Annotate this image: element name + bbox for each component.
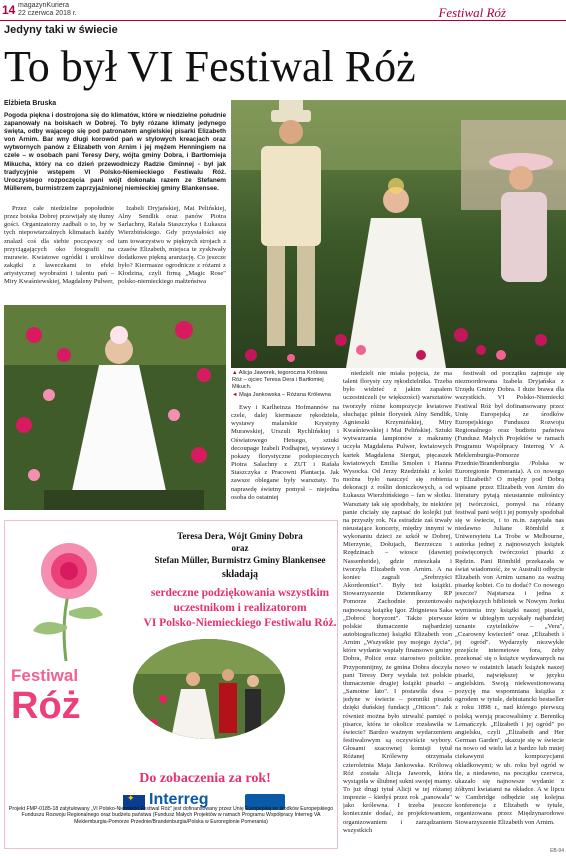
section-title: Festiwal Róż [438,5,506,20]
interreg-logo: Interreg [149,791,209,808]
rose-icon [11,531,121,671]
masthead [18,2,77,18]
eu-flag-icon: ✦ [123,795,145,810]
ad-footnote: Projekt FMP-0185-18 zatytułowany „VI Polsko-Niemiecki Festiwal Róż" jest dofinansowany przez Unię Europejską ze środków Europejskiego Funduszu Rozwoju Regionalnego oraz budżetu państwa (Fundusz Małych Projektów w ramach Programu Współpracy Interreg VA Meklemburgia-Pomorze Przednie/Brandenburgia/Polska w Euroregionie Pomerania) [8,806,334,825]
ad-sender-1: Teresa Dera, Wójt Gminy Dobra [177,531,303,541]
ad-thanks-1: serdeczne podziękowania wszystkim [150,587,330,599]
festival-photo-illustration [231,100,566,368]
magazine-name: magazynKuriera [18,2,69,9]
small-photo-caption: ◄ Maja Jankowska – Różana Królewna [232,392,331,398]
page-signature: EB-94 [550,848,564,854]
caption-triangle-icon: ▲ [232,370,239,376]
caption-triangle-icon: ◄ [232,392,240,398]
ad-sender-2: Stefan Müller, Burmistrz Gminy Blankensee [154,555,326,565]
ad-verb: składają [221,569,259,580]
logo-word-roz: Róż [11,685,81,727]
issue-date: 22 czerwca 2018 r. [18,10,77,17]
kicker: Jedyny taki w świecie [4,24,118,36]
headline: To był VI Festiwal Róż [4,42,416,91]
article-column-5: festiwali od początku zajmuje się niezmordowana Izabela Dryjańska z Urzędu Gminy Dobra. I duże brawa dla wszystkich. VI Polsko-Niemiecki Festiwal Róż był dofinansowany przez Unię Europejską ze środków Europejskiego Funduszu Rozwoju Regionalnego oraz budżetu państwa (Fundusz Małych Projektów w ramach Programu Współpracy Interreg V A Meklemburgia-Pomorze Przednie/Brandenburgia /Polska w Euroregionie Pomerania). A co nowego u Elizabeth? O między pod Dobrą wpisane przez Elizabeth von Arnim do literatury pytają nieustannie miłośnicy jej twórczości, pomysł na różany festiwal pani wójt i jej pomysły spodobał się w świecie, i to m.in. zapytała nas niedawno Juliane Römhild z Uniwersytetu La Trobe w Melbourne, autorka jednej z najnowszych książek poświęconych twórczości pisarki z Rędzin. Pani Römhild przekazała w świat wiadomość, że w Australii odbycie Elizabeth von Arnim uznano za ważną pisarkę kobiet. Co tu dodać? Co nowego jeszcze? Najstarsza i jedna z największych bibliotek w Nowym Jorku wymienia trzy książki naszej pisarki, które w ubiegłym uzyskały najbardziej uznanie czytelników – „Vera", „Czarowny kwiecień" oraz „Elizabeth i jej ogród". Wydarzyły niezwykłe przejście internetowe fora, żeby przekonać się o książce wydawanych na nowo w ostatnich latach książek naszej pisarki, największej w języku angielskim. Swoją niekwestionowaną pozycję ma wspomniana książka z ogrodem w tytule, debiutancki bestseller z roku 1898 r., nad którego pierwszą polską wersją pracowaliśmy z Bereniką Lemańczyk. „Elizabeth i jej ogród" po angielsku, czyli „Elizabeth and Her German Garden", ukazuje się w świecie na nowo od wielu lat z bardzo lub mniej ciekawymi kompozycjami okładkowymi; w ub. roku był ogród w tle, a niedawno, na początku czerwca, ukazało się najnowsze wydanie z żółtymi kwiatami na okładce. A w lipcu w Cambridge odbędzie się kolejna konferencja z Elizabeth w tytule, organizowana przez Międzynarodowe Stowarzyszenie Elizabeth von Arnim. [455,370,564,826]
author-byline: Elżbieta Bruska [4,100,57,107]
article-column-4: niedzieli nie miała pojęcia, że ma talent florysty czy rękodzielnika. Trzeba było widzieć z jakim zapałem uczestniczeli (w większości) warsztatów tworzyły różne kompozycje kwiatowe słuchając piłnie florystek Ałny Sendlik, Agnieszki Krzymińskiej, Miry Kwaśniewskiej i Mai Pelińskiej. Sztuki wytwarzania lampionów z makramy uczyła Magdalena Pulwer, kwiatowych kartek Magdalena Siergut, pięcaszek kwiatowych Emilia Smolen i Hanna Wysocka. Od Jerzy Rżedziński z kolei można było nauczyć się robienia dekoracji z roślin doniczkowych, a od Łukasza Wierzbińskiego – fan w słoiku. Warsztaty tak się spodobały, że niektóre panie chciały się zapisać do kolejki już na przyszły rok. Na estradzie zaś trwały nieustające koncerty, między innymi w wykonaniu dzieci ze szkół w Dobrej, Mierzynie, Dołujach, Bezrzeczu i Rzędzinach – wiosce (dawniej Nassenheide), gdzie mieszkała i tworzyła Elizabeth von Arnim. A na koniec zagrali „Srebrzyści Akordeoniści". Były też książki. Stowarzyszenie Dziennikarzy RP Pomorze Zachodnie prezentowało najnowszą książkę Igor. Zbigniewa Saka „Dobroć horyzont". Także pierwsze polskie tłumaczenie najbardziej autobiograficznej książki Elizabeth von Arnim „Wszystkie psy mojego życia", które wydanie wspiały finansowo gminy Dobra, Police oraz starostwo polickie. Przypomnijmy, że gmina Dobra doczyła pani Teresy Dery wydała też polskie tłumaczenie drugiej książki pisarki – „Samotne lato". I postawiła dwa – jedyne w świecie – pomniki pisarki dzięki duńskiej fundacji „Otticon". Jak również można było utrwalić pamięć o pisarce, która te okolice rozsławiła w świecie? Bardzo ważnym wydarzeniem festiwalowym są oczywiście wybory. Głosami szacownej komisji tytuł Różanej Królewny otrzymała czteroletnia Maja Jankowska. Królową Róż została Alicja Jaworek, która wystąpiła w śliubnej sukni swojej mamy. To już drugi tytuł Alicji w tej różanej imprezie – kiedyś przez rok „panowała" jako królewna. I trzeba jeszcze koniecznie dodać, że projektowaniem, organizowaniem i zarządzaniem wszystkich [343,370,452,834]
header-rule [0,20,566,21]
page-number: 14 [2,3,16,17]
article-column-1: Przez całe niedzielne popołudnie przez boiska Dobrej przewijały się tłumy gości. Organizatorzy zadbali o to, by w tych niepowtarzalnych klimatach każdy znalazł coś dla siebie począwszy od przyciągających oko fotografii na murawie. Kwiatowe ogródki i urokliwe zakątki z ławeczkami to efekt artystycznej wyobraźni i talentu pań – Miry Kwaśniewskiej, Magdaleny Pulwer, [4,205,114,286]
main-photo-caption: ▲ Alicja Jaworek, tegoroczna Królowa Róż – ojciec Teresa Dera i Bartłomiej Mikuch. [232,370,328,390]
girl-photo-illustration [4,305,226,510]
logo-word-festiwal: Festiwal [11,666,79,685]
ad-conjunction-1: oraz [231,543,249,553]
festival-logo [11,666,121,766]
article-column-2: Izabeli Dryjańskiej, Mai Pelińskiej, Alny Sendlik oraz panów Piotra Sarlachny, Rafała Staszczyka i Łukasza Wierzbińskiego. Gdy przystałości się tam towarzystwo w pięknych strojach z czasów Elizabeth, miejsca te zyskiwały dodatkowe piękną aranżację. Co jeszcze było? Kiermasze ogrodnicze z różami z Kłodzina, czyli firmą „Magic Rose" polsko-niemieckiego małżeństwa [118,205,226,286]
ad-see-you: Do zobaczenia za rok! [139,771,271,786]
ad-photo-illustration [133,639,285,739]
ad-thanks-2: uczestnikom i realizatorom [173,602,307,614]
page-header [0,0,566,20]
ad-oval-photo [133,639,285,739]
article-lead: Pogoda piękna i dostrojona się do klimatów, które w niedzielne południe zapanowały na boiskach w Dobrej. To były rózane klimaty jedynego święta, odby wającego się pod patronatem angielskiej pisarki Elizabeth von Arnim. Bar wny długi korowód pań w stylowych kreacjach oraz wytwornych panów z Elizabeth von Arnim i jej mężem Henningiem na czele – w osobach pani Teresy Dery, wójta gminy Dobra, i Bartłomieja Mikucha, który na co dzień przewodniczy Radzie Gminnej - był jak tradycyjnie wstępem VI Polsko-Niemieckiego Festiwalu Róż. Uroczystego rozpoczęcia pani wójt dokonała razem ze Stefanem Müllerem, burmistrzem zaprzyjaźnionej niemieckiej gminy Blankensee. [4,112,226,192]
girl-photo [4,305,226,510]
article-column-3: Ewy i Karlheinza Hofmannów na czele, dalej kiermasze rękodzieła, wystawy malarskie Krystyny Murawskiej, Urszuli Rychlińskiej i Oświatowego Hetsego, sztuki decoupage Izabeli Podhajnej, wystawy i pokazy florystyczne podopiecznych Piotra Salachny z ZUT i Rafała Staszczyka z Pracowni Plantacja. Jak zawsze oblegane były warsztaty. To naprawdę świetny pomysł – niejedna osoba do ostatniej [231,404,339,501]
ad-thanks-3: VI Polsko-Niemieckiego Festiwalu Róż. [143,617,337,629]
main-photo [231,100,566,368]
thanks-advertisement [4,520,338,849]
